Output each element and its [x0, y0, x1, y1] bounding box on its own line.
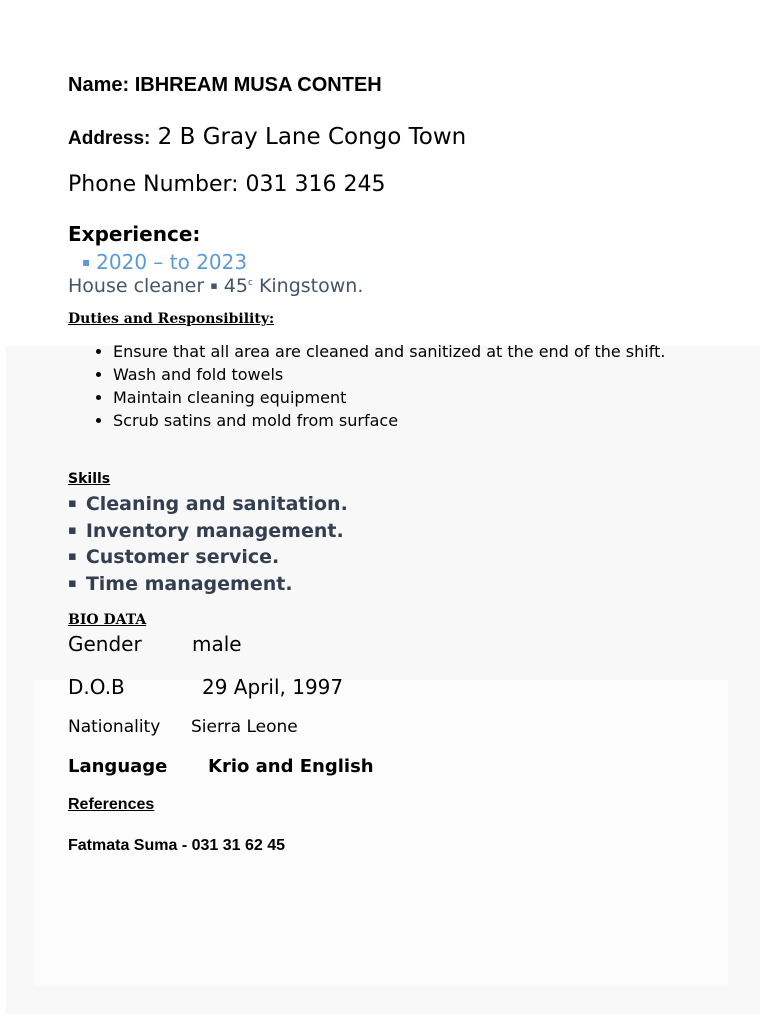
skill-item [68, 518, 348, 545]
skill-item [68, 544, 348, 571]
dob-label: D.O.B [68, 675, 125, 699]
skill-item [68, 571, 348, 598]
applicant-name: Name: IBHREAM MUSA CONTEH [68, 74, 382, 96]
duty-item: • Wash and fold towels [113, 363, 713, 386]
duties-list [88, 340, 713, 432]
square-separator-icon: ▪ [210, 279, 218, 292]
square-bullet-icon: ▪ [68, 496, 77, 511]
address-value: 2 B Gray Lane Congo Town [157, 124, 467, 150]
location-name: Kingstown. [258, 275, 364, 297]
address-label: Address: [68, 128, 151, 149]
phone-line: Phone Number: 031 316 245 [68, 172, 386, 197]
address-line [68, 124, 466, 150]
skill-text: Cleaning and sanitation. [85, 493, 348, 515]
square-bullet-icon: ▪ [68, 575, 77, 591]
language-label: Language [68, 756, 168, 777]
square-bullet-icon: ▪ [68, 549, 77, 564]
skills-heading: Skills [68, 471, 111, 487]
skill-text: Customer service. [85, 546, 280, 568]
language-row [68, 756, 374, 777]
location-superscript: c [247, 278, 253, 288]
skill-text: Inventory management. [85, 519, 344, 542]
experience-date-range [82, 250, 247, 274]
gender-value: male [192, 632, 242, 656]
square-bullet-icon: ▪ [82, 255, 91, 269]
duty-item: • Scrub satins and mold from surface [113, 409, 713, 432]
dob-value: 29 April, 1997 [202, 675, 344, 699]
gender-row [68, 632, 242, 656]
location-number: 45 [223, 275, 248, 297]
nationality-row [68, 717, 298, 737]
experience-heading: Experience: [68, 222, 201, 246]
role-title: House cleaner [68, 275, 205, 297]
references-heading: References [68, 796, 155, 813]
duty-item: • Maintain cleaning equipment [113, 386, 713, 409]
bio-data-heading: BIO DATA [68, 612, 147, 628]
date-range-text: 2020 – to 2023 [96, 250, 248, 274]
duties-heading: Duties and Responsibility: [68, 311, 275, 327]
skill-text: Time management. [85, 572, 293, 595]
reference-entry: Fatmata Suma - 031 31 62 45 [68, 837, 286, 854]
experience-role-line [68, 275, 363, 297]
language-value: Krio and English [208, 756, 374, 777]
gender-label: Gender [68, 632, 142, 656]
nationality-value: Sierra Leone [191, 717, 298, 737]
duty-item: • Ensure that all area are cleaned and sanitized at the end of the shift. [113, 340, 713, 363]
square-bullet-icon: ▪ [68, 522, 77, 538]
dob-row [68, 675, 343, 699]
skill-item [68, 491, 348, 518]
skills-list [68, 491, 348, 597]
nationality-label: Nationality [68, 717, 161, 737]
